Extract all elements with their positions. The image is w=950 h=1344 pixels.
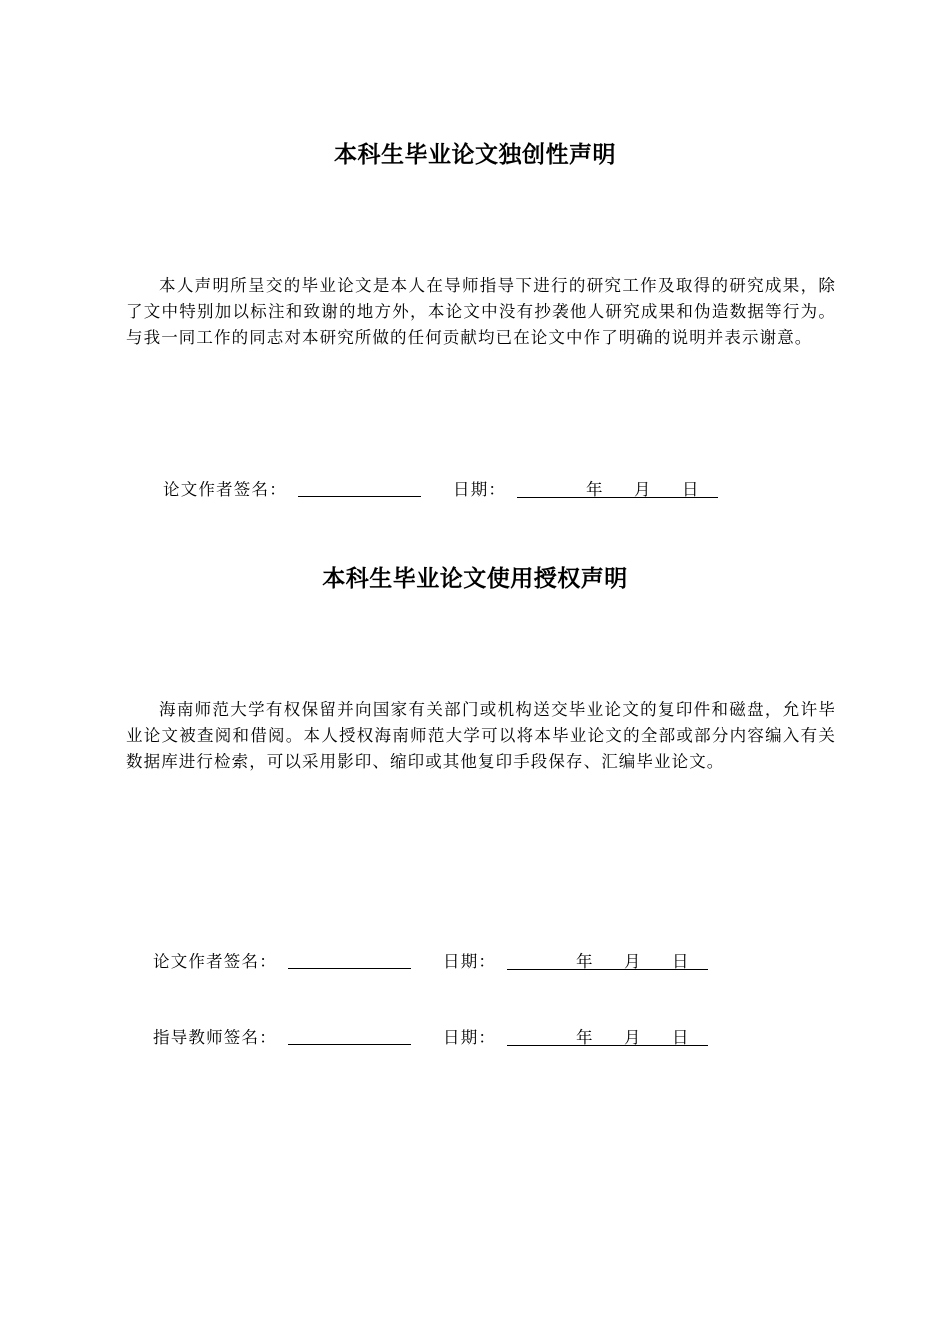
originality-declaration-title: 本科生毕业论文独创性声明 — [334, 142, 616, 168]
year-label: 年 — [576, 1028, 594, 1047]
month-label: 月 — [624, 1028, 642, 1047]
author-signature-label: 论文作者签名： — [153, 952, 277, 971]
authorization-declaration-title: 本科生毕业论文使用授权声明 — [322, 566, 628, 592]
month-label: 月 — [634, 480, 652, 499]
month-label: 月 — [624, 952, 642, 971]
date-label: 日期： — [453, 480, 507, 499]
advisor-signature-line[interactable] — [288, 1044, 411, 1045]
date-label: 日期： — [443, 1028, 497, 1047]
originality-declaration-body: 本人声明所呈交的毕业论文是本人在导师指导下进行的研究工作及取得的研究成果，除了文中特别加以标注和致谢的地方外，本论文中没有抄袭他人研究成果和伪造数据等行为。与我一同工作的同志对本研究所做的任何贡献均已在论文中作了明确的说明并表示谢意。 — [126, 276, 836, 347]
author-signature-label: 论文作者签名： — [163, 480, 287, 499]
day-label: 日 — [682, 480, 700, 499]
authorization-declaration-body: 海南师范大学有权保留并向国家有关部门或机构送交毕业论文的复印件和磁盘，允许毕业论文被查阅和借阅。本人授权海南师范大学可以将本毕业论文的全部或部分内容编入有关数据库进行检索，可以采用影印、缩印或其他复印手段保存、汇编毕业论文。 — [126, 700, 836, 771]
author-signature-line[interactable] — [298, 496, 421, 497]
author-signature-line[interactable] — [288, 968, 411, 969]
advisor-signature-row — [153, 1024, 753, 1050]
day-label: 日 — [672, 1028, 690, 1047]
year-label: 年 — [586, 480, 604, 499]
year-label: 年 — [576, 952, 594, 971]
day-label: 日 — [672, 952, 690, 971]
advisor-signature-label: 指导教师签名： — [153, 1028, 277, 1047]
author-signature-row — [163, 476, 763, 502]
date-label: 日期： — [443, 952, 497, 971]
author-signature-row — [153, 948, 753, 974]
